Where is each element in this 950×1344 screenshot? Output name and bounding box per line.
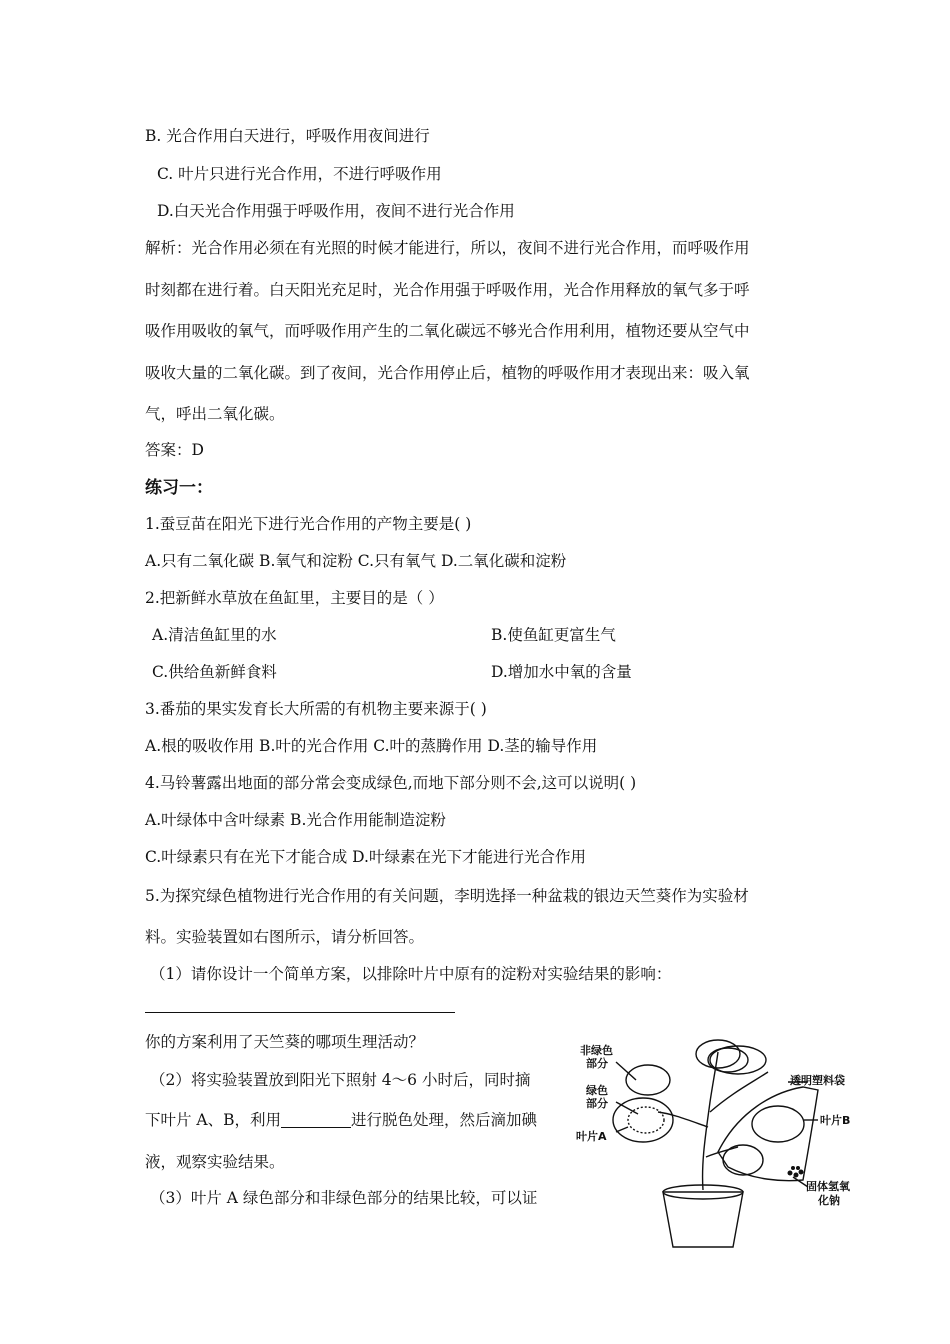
sub-2b-suffix: 进行脱色处理，然后滴加碘: [351, 1111, 538, 1129]
question-2: 2.把新鲜水草放在鱼缸里，主要目的是（ ）: [145, 589, 444, 607]
question-4: 4.马铃薯露出地面的部分常会变成绿色,而地下部分则不会,这可以说明( ): [145, 774, 637, 792]
label-green-2: 部分: [586, 1097, 608, 1110]
question-5-sub-1: （1）请你设计一个简单方案，以排除叶片中原有的淀粉对实验结果的影响：: [150, 965, 672, 983]
question-2-option-a: A.清洁鱼缸里的水: [152, 626, 277, 644]
option-c: C. 叶片只进行光合作用，不进行呼吸作用: [157, 165, 442, 183]
analysis-line-4: 吸收大量的二氧化碳。到了夜间，光合作用停止后，植物的呼吸作用才表现出来：吸入氧: [145, 364, 750, 382]
plant-stem: [703, 1052, 718, 1190]
label-green-1: 绿色: [586, 1084, 608, 1097]
question-5-sub-2b: [145, 1110, 537, 1130]
question-2-option-d: D.增加水中氧的含量: [491, 663, 632, 681]
label-nongreen-1: 非绿色: [580, 1044, 613, 1057]
label-nongreen-2: 部分: [586, 1057, 608, 1070]
flower-pot: [663, 1192, 743, 1247]
answer-rule: [145, 1012, 455, 1013]
analysis-line-2: 时刻都在进行着。白天阳光充足时，光合作用强于呼吸作用，光合作用释放的氧气多于呼: [145, 281, 750, 299]
question-3-options: A.根的吸收作用 B.叶的光合作用 C.叶的蒸腾作用 D.茎的输导作用: [145, 737, 598, 755]
question-2-option-b: B.使鱼缸更富生气: [491, 626, 616, 644]
leaf-upper-left: [626, 1065, 670, 1095]
question-4-options-cd: C.叶绿素只有在光下才能合成 D.叶绿素在光下才能进行光合作用: [145, 848, 586, 866]
label-leaf-a: 叶片A: [576, 1130, 607, 1143]
leaf-top-right: [708, 1048, 748, 1072]
plastic-bag: [718, 1087, 818, 1181]
option-b: B. 光合作用白天进行，呼吸作用夜间进行: [145, 127, 430, 145]
question-1: 1.蚕豆苗在阳光下进行光合作用的产物主要是( ): [145, 515, 472, 533]
question-5-sub-2c: 液，观察实验结果。: [145, 1153, 285, 1171]
question-1-options: A.只有二氧化碳 B.氧气和淀粉 C.只有氧气 D.二氧化碳和淀粉: [145, 552, 567, 570]
question-5-line-2: 料。实验装置如右图所示，请分析回答。: [145, 928, 425, 946]
question-5-sub-2a: （2）将实验装置放到阳光下照射 4～6 小时后，同时摘: [150, 1071, 531, 1089]
option-d: D.白天光合作用强于呼吸作用，夜间不进行光合作用: [157, 202, 515, 220]
question-4-options-ab: A.叶绿体中含叶绿素 B.光合作用能制造淀粉: [145, 811, 446, 829]
sub-2b-prefix: 下叶片 A、B，利用: [145, 1111, 282, 1129]
analysis-line-5: 气，呼出二氧化碳。: [145, 405, 285, 423]
label-bag: 透明塑料袋: [790, 1074, 845, 1087]
question-2-option-c: C.供给鱼新鲜食料: [152, 663, 277, 681]
leaf-b: [752, 1106, 804, 1142]
fill-blank: [281, 1111, 351, 1128]
leaf-lower: [723, 1145, 763, 1175]
label-leaf-b: 叶片B: [820, 1114, 851, 1127]
exercise-title: 练习一：: [145, 478, 213, 498]
branch-left: [658, 1112, 708, 1127]
branch-lower: [706, 1147, 738, 1157]
question-3: 3.番茄的果实发育长大所需的有机物主要来源于( ): [145, 700, 487, 718]
answer: 答案：D: [145, 441, 204, 459]
plant-experiment-figure: [568, 1032, 868, 1264]
question-5-line-1: 5.为探究绿色植物进行光合作用的有关问题，李明选择一种盆栽的银边天竺葵作为实验材: [145, 887, 749, 905]
question-5-sub-1b: 你的方案利用了天竺葵的哪项生理活动？: [145, 1033, 425, 1051]
question-5-sub-3: （3）叶片 A 绿色部分和非绿色部分的结果比较，可以证: [150, 1189, 538, 1207]
analysis-line-1: 解析：光合作用必须在有光照的时候才能进行，所以，夜间不进行光合作用，而呼吸作用: [145, 239, 750, 257]
naoh-granules: [788, 1166, 804, 1178]
label-naoh-1: 固体氢氧: [806, 1180, 850, 1193]
label-naoh-2: 化钠: [818, 1194, 840, 1207]
branch-right: [710, 1072, 768, 1112]
analysis-line-3: 吸作用吸收的氧气，而呼吸作用产生的二氧化碳远不够光合作用利用，植物还要从空气中: [145, 322, 750, 340]
